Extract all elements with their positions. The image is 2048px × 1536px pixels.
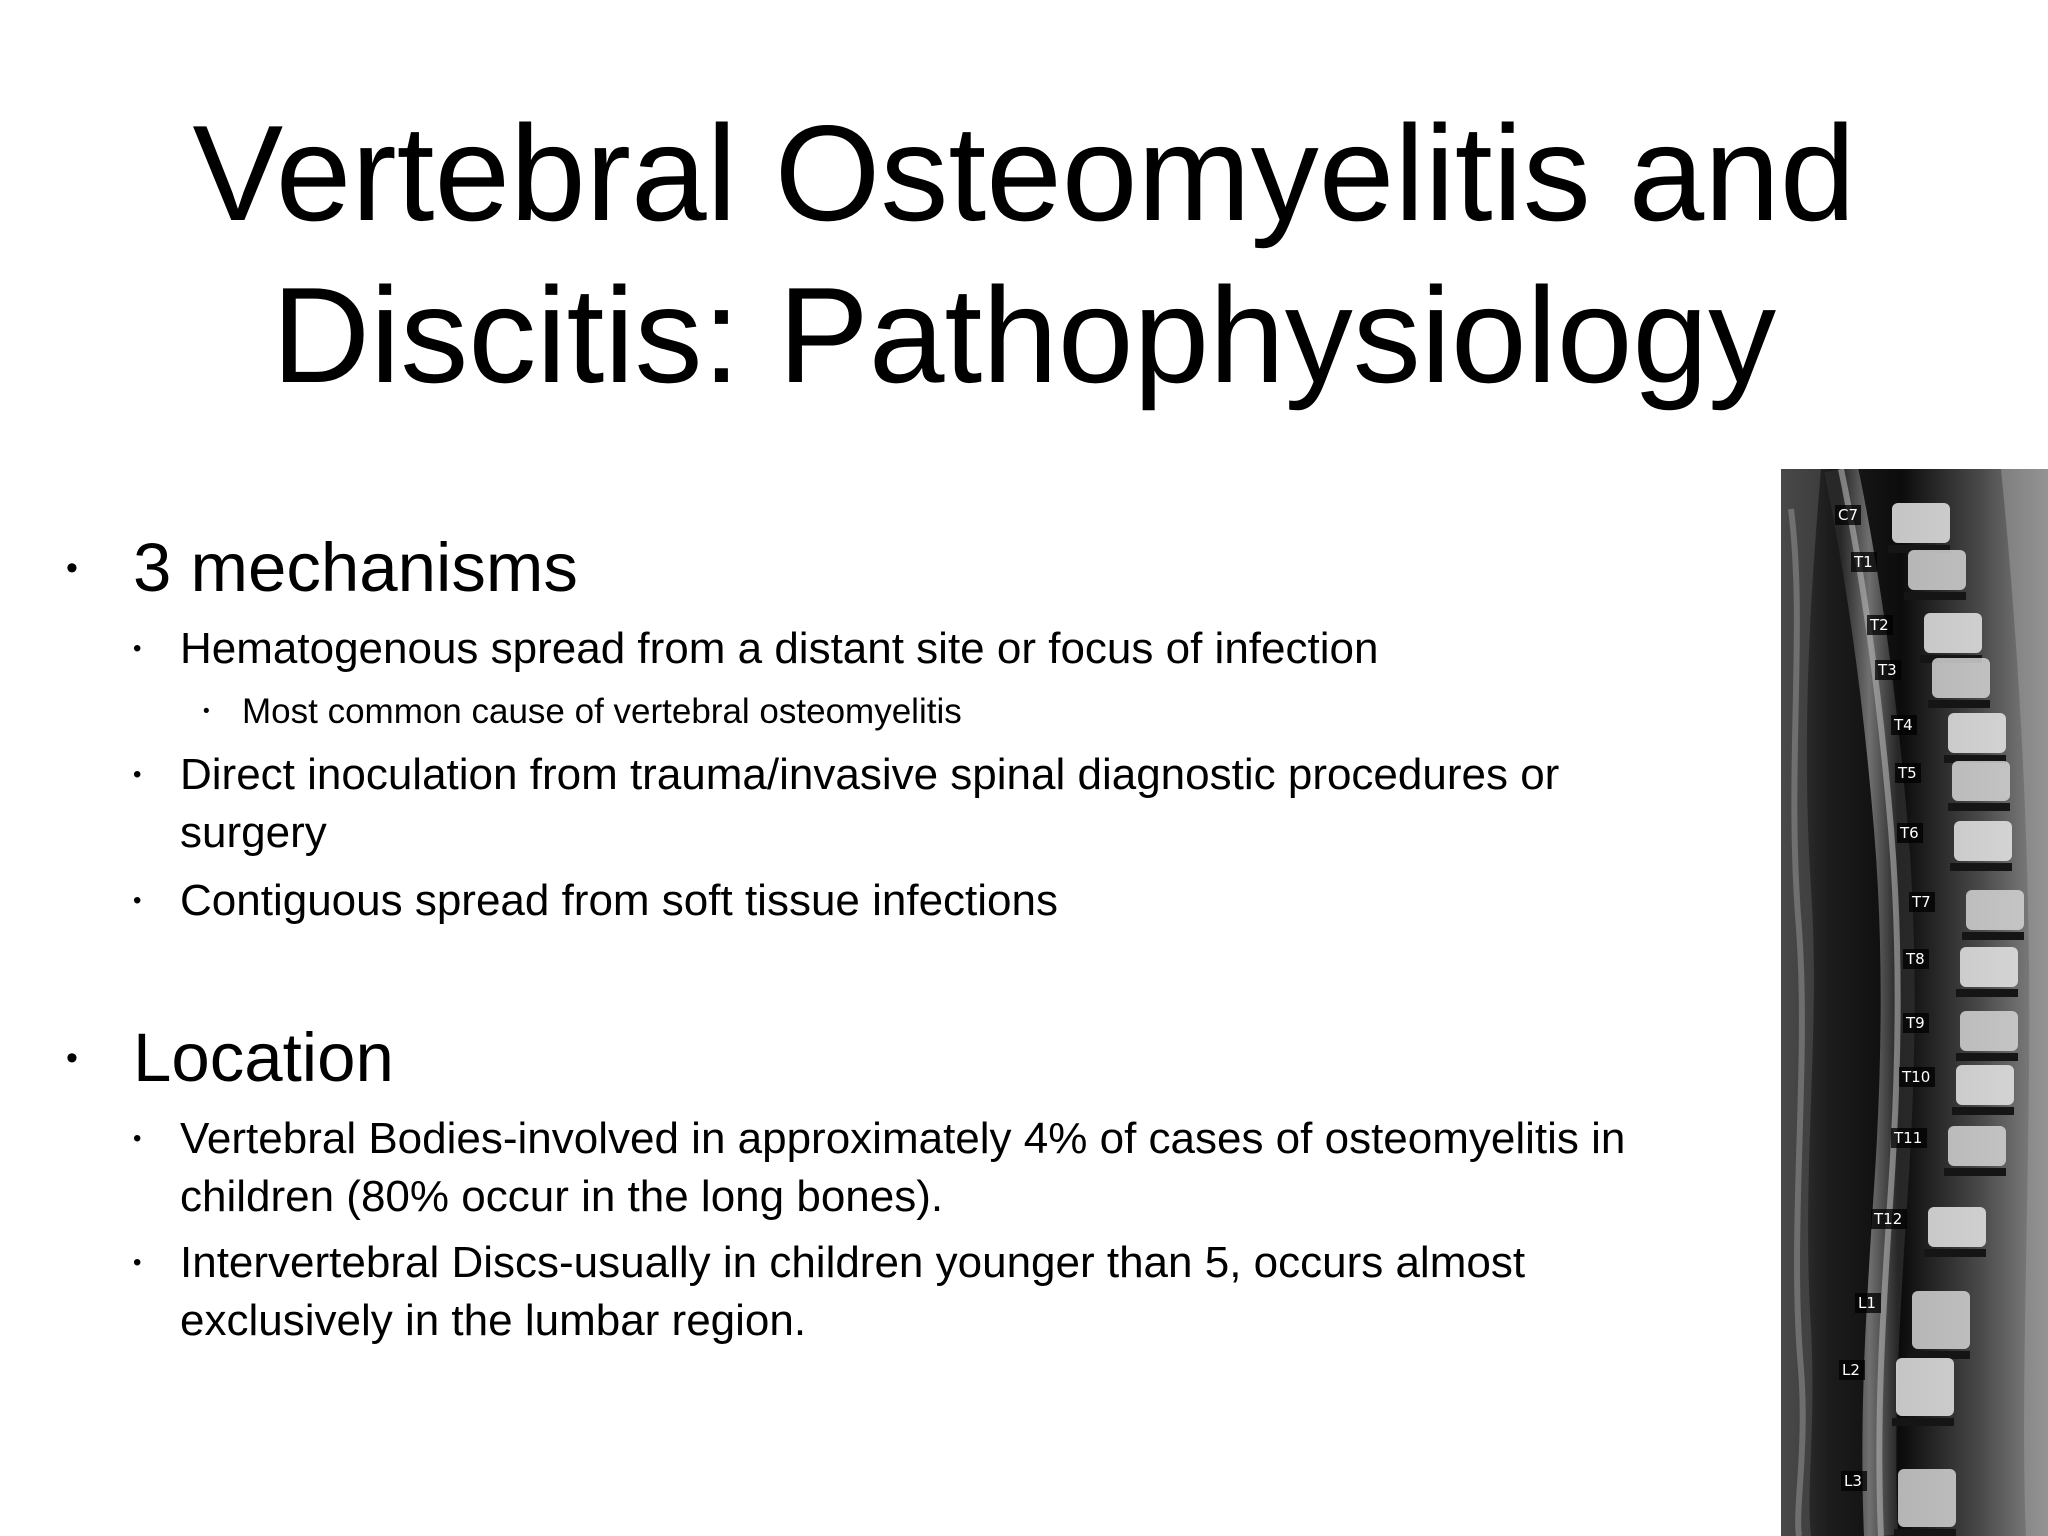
- vertebra-label: T10: [1902, 1068, 1931, 1086]
- bullet-marker: •: [133, 1249, 142, 1276]
- vertebra-label: T1: [1854, 553, 1873, 571]
- vertebra-label: T2: [1870, 616, 1889, 634]
- intervertebral-disc: [1956, 989, 2018, 997]
- vertebral-body: [1956, 1065, 2014, 1105]
- vertebra-label: L2: [1842, 1361, 1860, 1379]
- bullet-hematogenous: Hematogenous spread from a distant site or focus of infection: [180, 624, 1379, 673]
- vertebral-body: [1924, 613, 1982, 653]
- bullet-contiguous-spread: Contiguous spread from soft tissue infections: [180, 876, 1059, 925]
- bullet-marker: •: [133, 887, 142, 914]
- bullet-marker: •: [66, 1039, 78, 1077]
- vertebral-body: [1960, 1011, 2018, 1051]
- intervertebral-disc: [1950, 863, 2012, 871]
- vertebral-body: [1928, 1207, 1986, 1247]
- intervertebral-disc: [1908, 1351, 1970, 1359]
- vertebra-label: C7: [1838, 506, 1859, 524]
- bullet-marker: •: [133, 761, 142, 788]
- bullet-direct-inoculation-line-1: Direct inoculation from trauma/invasive spinal diagnostic procedures or: [180, 750, 1560, 799]
- vertebral-body: [1952, 761, 2010, 801]
- intervertebral-disc: [1928, 700, 1990, 708]
- vertebra-label: T9: [1906, 1014, 1925, 1032]
- vertebra-label: T6: [1900, 824, 1919, 842]
- vertebral-body: [1948, 713, 2006, 753]
- intervertebral-disc: [1952, 1107, 2014, 1115]
- vertebra-label: T8: [1906, 950, 1925, 968]
- vertebral-body: [1932, 658, 1990, 698]
- intervertebral-disc: [1944, 1168, 2006, 1176]
- vertebral-body: [1898, 1469, 1956, 1527]
- intervertebral-disc: [1892, 1418, 1954, 1426]
- vertebra-label: T3: [1878, 661, 1897, 679]
- vertebral-body: [1912, 1291, 1970, 1349]
- intervertebral-disc: [1948, 803, 2010, 811]
- vertebra-label: T7: [1912, 893, 1931, 911]
- slide-title-line-2: Discitis: Pathophysiology: [271, 259, 1777, 411]
- intervertebral-disc: [1956, 1053, 2018, 1061]
- vertebra-label: T5: [1898, 764, 1917, 782]
- vertebra-label: T12: [1874, 1210, 1903, 1228]
- vertebral-body: [1908, 550, 1966, 590]
- vertebra-label: T4: [1894, 716, 1913, 734]
- bullet-location: Location: [133, 1019, 394, 1096]
- bullet-marker: •: [203, 701, 210, 722]
- bullet-marker: •: [133, 635, 142, 662]
- bullet-vertebral-bodies-line-2: children (80% occur in the long bones).: [180, 1172, 944, 1221]
- bullet-vertebral-bodies-line-1: Vertebral Bodies-involved in approximately 4% of cases of osteomyelitis in: [180, 1114, 1626, 1163]
- spine-mri-graphic: [1781, 469, 2048, 1536]
- vertebral-body: [1896, 1358, 1954, 1416]
- vertebra-label: L1: [1858, 1294, 1876, 1312]
- bullet-marker: •: [66, 549, 78, 587]
- bullet-most-common-cause: Most common cause of vertebral osteomyelitis: [242, 692, 962, 731]
- intervertebral-disc: [1894, 1529, 1956, 1536]
- bullet-marker: •: [133, 1125, 142, 1152]
- vertebra-label: L3: [1844, 1472, 1862, 1490]
- vertebral-body: [1960, 947, 2018, 987]
- bullet-intervertebral-discs-line-2: exclusively in the lumbar region.: [180, 1296, 807, 1345]
- slide-title: [0, 92, 2048, 416]
- vertebral-body: [1948, 1126, 2006, 1166]
- slide-title-line-1: Vertebral Osteomyelitis and: [192, 97, 1856, 249]
- intervertebral-disc: [1962, 932, 2024, 940]
- vertebra-label: T11: [1894, 1129, 1923, 1147]
- bullet-mechanisms: 3 mechanisms: [133, 529, 578, 606]
- spine-mri-image: [1781, 469, 2048, 1536]
- intervertebral-disc: [1904, 592, 1966, 600]
- vertebral-body: [1966, 890, 2024, 930]
- bullet-intervertebral-discs-line-1: Intervertebral Discs-usually in children younger than 5, occurs almost: [180, 1238, 1526, 1287]
- vertebral-body: [1892, 503, 1950, 543]
- vertebral-body: [1954, 821, 2012, 861]
- intervertebral-disc: [1924, 1249, 1986, 1257]
- bullet-direct-inoculation-line-2: surgery: [180, 808, 327, 857]
